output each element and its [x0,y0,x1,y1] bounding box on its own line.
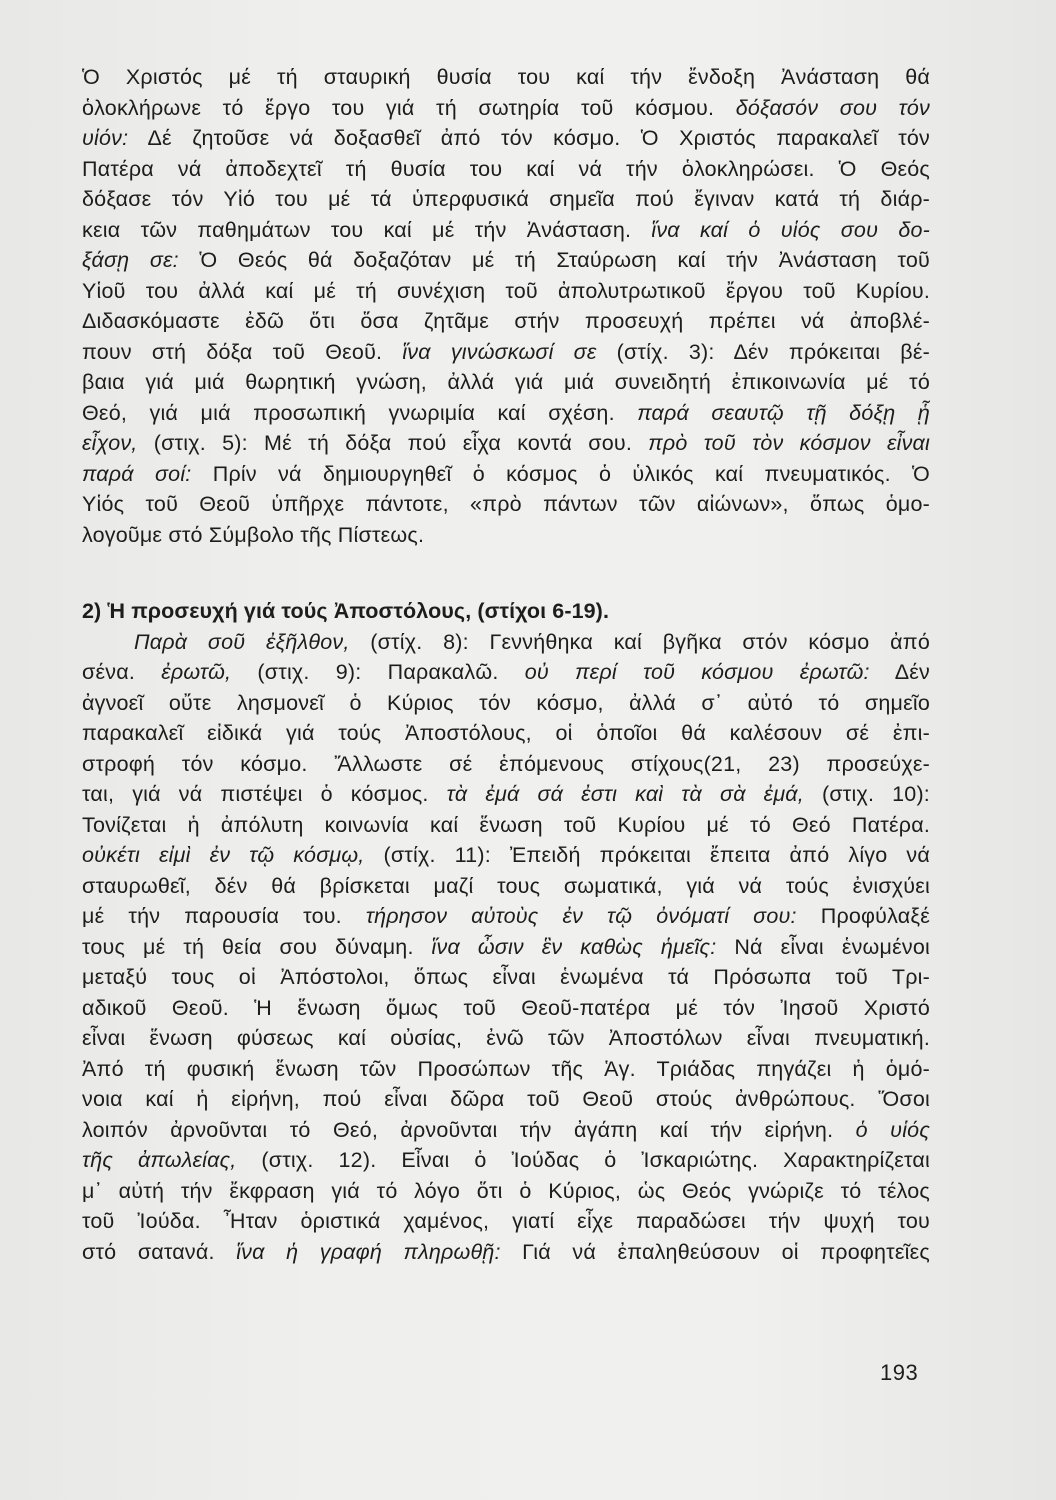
text-line [82,215,930,246]
text-line [82,367,930,398]
text-line [82,1084,930,1115]
text-run: δόξασε τόν Υἱό του μέ τά ὑπερφυσικά σημεῖα πού ἔγιναν κατά τή διάρ- [82,187,930,211]
italic-quote: ὁ υἱός [855,1117,930,1142]
text-run: Ὁ Χριστός μέ τή σταυρική θυσία του καί τήν ἔνδοξη Ἀνάσταση θά [82,65,930,89]
text-run: νοια καί ἡ εἰρήνη, πού εἶναι δῶρα τοῦ Θεοῦ στούς ἀνθρώπους. Ὅσοι [82,1087,930,1111]
text-run: λογοῦμε στό Σύμβολο τῆς Πίστεως. [82,522,425,547]
text-line [82,489,930,520]
section-gap [82,550,930,596]
text-run: Υἱοῦ του ἀλλά καί μέ τή συνέχιση τοῦ ἀπολυτρωτικοῦ ἔργου τοῦ Κυρίου. [82,278,930,303]
text-line [82,306,930,337]
text-run: ἀγνοεῖ οὔτε λησμονεῖ ὁ Κύριος τόν κόσμο, ἀλλά σ᾽ αὐτό τό σημεῖο [82,690,930,715]
text-line [82,962,930,993]
text-run: στροφή τόν κόσμο. Ἄλλωστε σέ ἑπόμενους στίχους(21, 23) προσεύχε- [82,751,930,776]
italic-quote: πρὸ τοῦ τὸν κόσμον εἶναι [648,431,930,455]
text-line [82,1206,930,1237]
italic-quote: παρά σεαυτῷ τῇ δόξῃ ᾗ [637,400,930,425]
italic-quote: Παρὰ σοῦ ἐξῆλθον, [134,629,350,654]
text-run: (στίχ. 3): Δέν πρόκειται βέ- [596,339,930,364]
italic-quote: ἵνα ὦσιν ἓν καθὼς ἡμεῖς: [431,934,717,959]
text-run: μεταξύ τους οἱ Ἀπόστολοι, ὅπως εἶναι ἑνωμένα τά Πρόσωπα τοῦ Τρι- [82,965,930,989]
text-run: Υἱός τοῦ Θεοῦ ὑπῆρχε πάντοτε, «πρὸ πάντων τῶν αἰώνων», ὅπως ὁμο- [82,492,930,516]
text-line [82,1237,930,1268]
italic-quote: δόξασόν σου τόν [735,95,930,120]
text-line [82,688,930,719]
text-run: βαια γιά μιά θωρητική γνώση, ἀλλά γιά μιά συνειδητή ἐπικοινωνία μέ τό [82,370,930,394]
paragraph-2 [82,627,930,1268]
body-text [82,62,930,1267]
text-run: Ἀπό τή φυσική ἕνωση τῶν Προσώπων τῆς Ἁγ. Τριάδας πηγάζει ἡ ὁμό- [82,1056,930,1081]
italic-quote: ἵνα ἡ γραφή πληρωθῇ: [236,1239,501,1264]
text-line [82,520,930,551]
text-run: (στιχ. 5): Μέ τή δόξα πού εἶχα κοντά σου. [137,431,649,455]
text-line [82,62,930,93]
text-run: (στίχ. 11): Ἐπειδή πρόκειται ἔπειτα ἀπό λίγο νά [364,843,930,867]
text-run: μ᾽ αὐτή τήν ἔκφραση γιά τό λόγο ὅτι ὁ Κύριος, ὡς Θεός γνώριζε τό τέλος [82,1178,930,1203]
text-line [82,657,930,688]
text-line [82,840,930,871]
text-run: Ὁ Θεός θά δοξαζόταν μέ τή Σταύρωση καί τήν Ἀνάσταση τοῦ [178,248,930,272]
text-line [82,1176,930,1207]
text-run: Δέ ζητοῦσε νά δοξασθεῖ ἀπό τόν κόσμο. Ὁ Χριστός παρακαλεῖ τόν [128,126,930,150]
italic-quote: τὰ ἐμά σά ἐστι καὶ τὰ σὰ ἐμά, [446,782,804,806]
text-run: τοῦ Ἰούδα. Ἦταν ὁριστικά χαμένος, γιατί εἶχε παραδώσει τήν ψυχή του [82,1209,930,1233]
text-line [82,276,930,307]
text-run: Θεό, γιά μιά προσωπική γνωριμία καί σχέση. [82,400,638,425]
text-run: Γιά νά ἐπαληθεύσουν οἱ προφητεῖες [500,1239,930,1264]
section-heading: 2) Ἡ προσευχή γιά τούς Ἀποστόλους, (στίχοι 6-19). [82,599,610,623]
text-line [82,428,930,459]
text-run: Νά εἶναι ἑνωμένοι [716,934,930,959]
text-run: (στίχ. 8): Γεννήθηκα καί βγῆκα στόν κόσμο ἀπό [349,629,930,654]
text-run: πουν στή δόξα τοῦ Θεοῦ. [82,339,403,364]
text-run: Τονίζεται ἡ ἀπόλυτη κοινωνία καί ἕνωση τοῦ Κυρίου μέ τό Θεό Πατέρα. [82,812,930,837]
text-line [82,123,930,154]
text-run: στό σατανά. [82,1239,237,1264]
text-line [82,627,930,658]
text-line [82,337,930,368]
text-line [82,718,930,749]
text-run: σταυρωθεῖ, δέν θά βρίσκεται μαζί τους σωματικά, γιά νά τούς ἐνισχύει [82,873,930,898]
text-line [82,1145,930,1176]
italic-quote: τῆς ἀπωλείας, [82,1148,237,1172]
text-run: Δέν [869,660,930,684]
text-line [82,932,930,963]
text-line [82,901,930,932]
text-run: λοιπόν ἀρνοῦνται τό Θεό, ἀρνοῦνται τήν ἀγάπη καί τήν εἰρήνη. [82,1117,856,1142]
paragraph-1 [82,62,930,550]
text-run: αδικοῦ Θεοῦ. Ἡ ἕνωση ὅμως τοῦ Θεοῦ-πατέρα μέ τόν Ἰησοῦ Χριστό [82,995,930,1020]
italic-quote: τήρησον αὐτοὺς ἐν τῷ ὀνόματί σου: [365,904,797,928]
text-run: Διδασκόμαστε ἐδῶ ὅτι ὅσα ζητᾶμε στήν προσευχή πρέπει νά ἀποβλέ- [82,309,930,333]
text-run: Πατέρα νά ἀποδεχτεῖ τή θυσία του καί νά τήν ὁλοκληρώσει. Ὁ Θεός [82,156,930,181]
text-line [82,459,930,490]
italic-quote: ξάσῃ σε: [82,248,179,272]
text-run: παρακαλεῖ εἰδικά γιά τούς Ἀποστόλους, οἱ ὁποῖοι θά καλέσουν σέ ἐπι- [82,721,930,745]
text-run: εἶναι ἕνωση φύσεως καί οὐσίας, ἐνῶ τῶν Ἀποστόλων εἶναι πνευματική. [82,1026,930,1050]
text-run: ὁλοκλήρωνε τό ἔργο του γιά τή σωτηρία τοῦ κόσμου. [82,95,736,120]
page-number: 193 [880,1360,919,1385]
text-line [82,993,930,1024]
text-run: μέ τήν παρουσία του. [82,904,366,928]
text-run: σένα. [82,660,162,684]
italic-quote: οὐ περί τοῦ κόσμου ἐρωτῶ: [524,660,870,684]
italic-quote: οὐκέτι εἰμὶ ἐν τῷ κόσμῳ, [82,843,365,867]
text-run: τους μέ τή θεία σου δύναμη. [82,934,432,959]
text-line [82,184,930,215]
text-line [82,154,930,185]
text-line [82,1023,930,1054]
text-line [82,810,930,841]
italic-quote: εἶχον, [82,431,138,455]
italic-quote: ἐρωτῶ, [161,660,232,684]
text-run: Πρίν νά δημιουργηθεῖ ὁ κόσμος ὁ ὑλικός καί πνευματικός. Ὁ [191,461,930,486]
text-line [82,779,930,810]
italic-quote: παρά σοί: [82,461,192,486]
text-run: ται, γιά νά πιστέψει ὁ κόσμος. [82,782,447,806]
italic-quote: υἱόν: [82,126,129,150]
text-line [82,245,930,276]
text-run: (στιχ. 12). Εἶναι ὁ Ἰούδας ὁ Ἰσκαριώτης. Χαρακτηρίζεται [236,1148,930,1172]
text-line [82,93,930,124]
text-line [82,1115,930,1146]
text-run: (στιχ. 10): [803,782,930,806]
text-run: (στιχ. 9): Παρακαλῶ. [231,660,525,684]
text-run: Προφύλαξέ [796,904,930,928]
text-line [82,398,930,429]
text-line [82,1054,930,1085]
italic-quote: ἵνα γινώσκωσί σε [402,339,597,364]
text-line [82,871,930,902]
text-run: κεια τῶν παθημάτων του καί μέ τήν Ἀνάσταση. [82,217,652,242]
text-line [82,749,930,780]
italic-quote: ἵνα καί ὁ υἱός σου δο- [651,217,930,242]
